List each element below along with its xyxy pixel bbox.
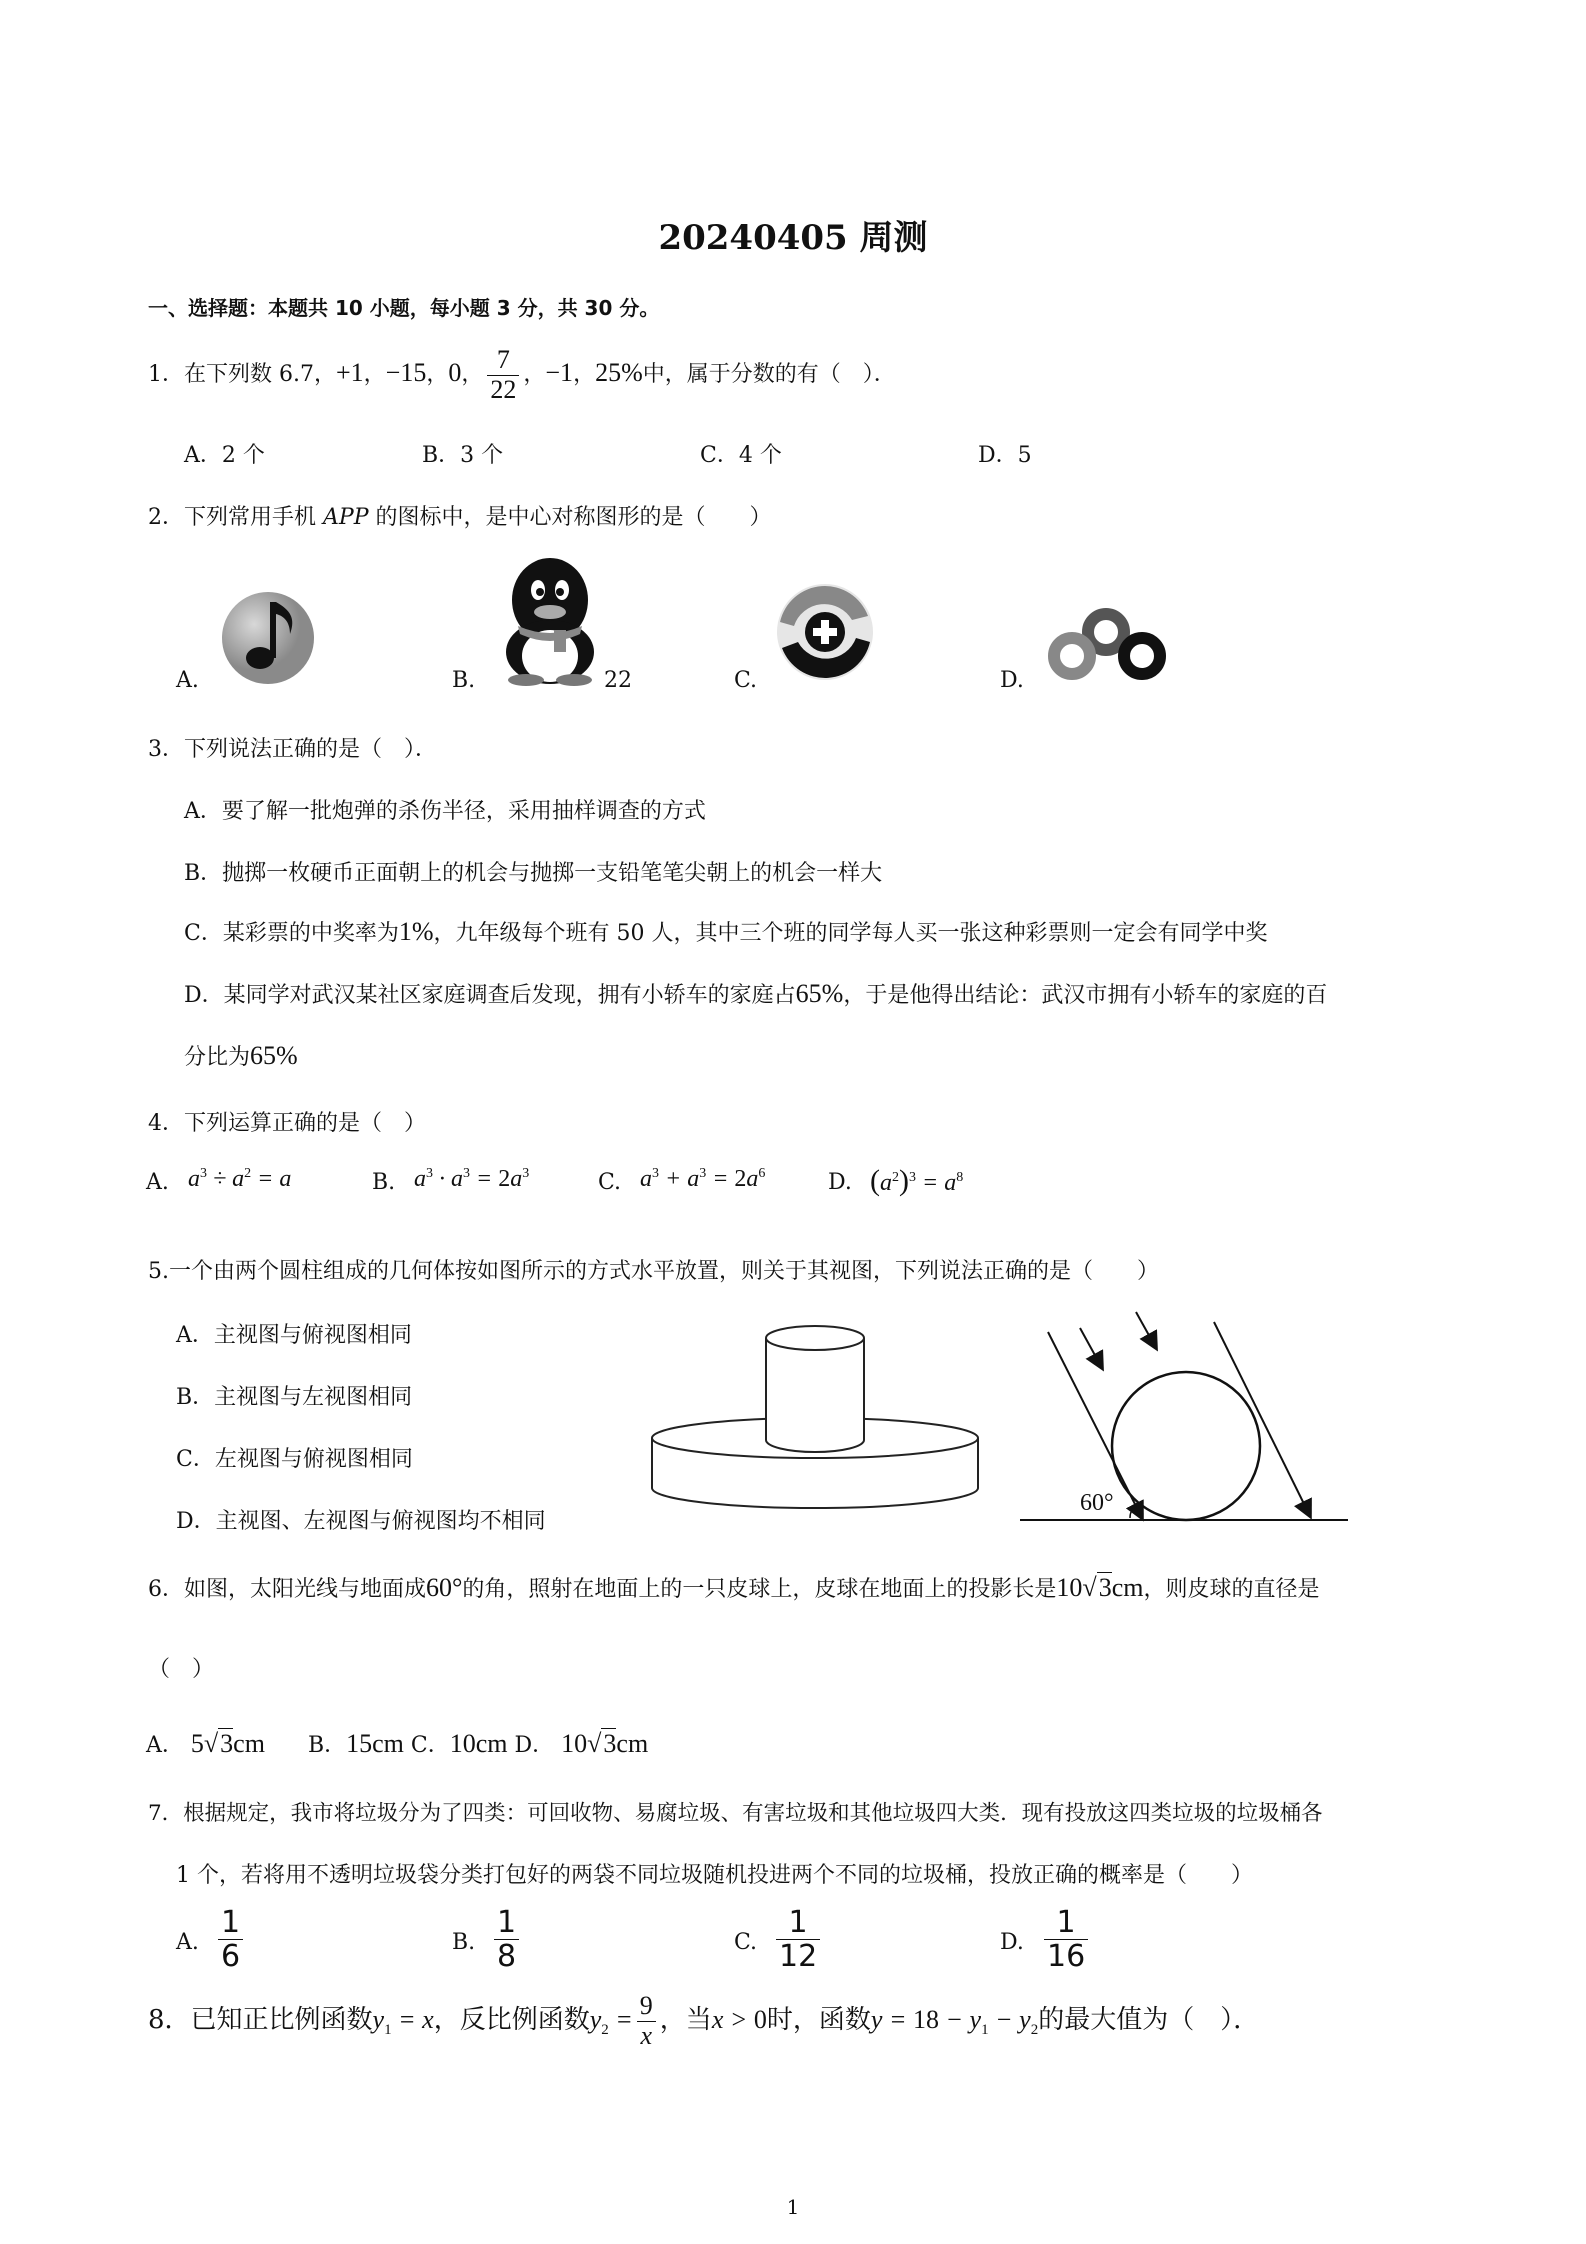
q4-expr-c: $a^3 + a^3 = 2a^6$ [640,1166,766,1192]
q6-len-unit: cm [1111,1573,1144,1602]
q8-pre: 8．已知正比例函数 [148,2005,373,2036]
q2-label-c: C. [734,668,758,693]
q7-label-c: C. [734,1930,758,1955]
q5-option-b: B．主视图与左视图相同 [176,1385,413,1410]
q1-option-b: B．3 个 [422,443,504,468]
music-note-icon [220,588,320,688]
fig-angle-label: 60° [1080,1490,1114,1516]
q6-optd-rad: 3 [603,1729,617,1758]
q7-label-b: B. [452,1930,476,1955]
q3-optc-pct: 1% [398,917,434,946]
q6-optc-value: 10cm [449,1729,508,1758]
q7-label-d: D. [1000,1930,1024,1955]
section-heading: 一、选择题：本题共 10 小题，每小题 3 分，共 30 分。 [148,296,660,320]
question-5: 5.一个由两个圆柱组成的几何体按如图所示的方式水平放置，则关于其视图，下列说法正确的是（ ） [148,1259,1159,1284]
q7-den-c: 12 [779,1939,818,1974]
q1-n3: 0 [448,358,462,388]
q8-frac-num: 9 [637,1992,656,2022]
question-7-line2: 1 个，若将用不透明垃圾袋分类打包好的两袋不同垃圾随机投进两个不同的垃圾桶，投放正确的概率是（ ） [176,1863,1253,1888]
q3-optc-a: C．某彩票的中奖率为 [184,921,399,946]
plus-circle-icon [772,580,878,684]
q1-n2: −15 [385,358,427,388]
q6-opta-coef: 5 [190,1729,204,1758]
q6-stem-b: 的角，照射在地面上的一只皮球上，皮球在地面上的投影长是 [462,1577,1057,1602]
q1-fraction [487,346,519,404]
q6-optd-unit: cm [616,1729,649,1758]
q8-mid2: ，当 [659,2005,712,2036]
q7-den-b: 8 [497,1939,517,1974]
q4-label-c: C. [598,1170,622,1195]
cylinder-figure [650,1316,980,1516]
q7-num-a: 1 [218,1906,243,1940]
cloud-rings-icon [1044,606,1174,686]
q1-n1: +1 [335,358,364,388]
q2-label-a: A. [176,668,199,693]
q6-optd-value: 10√3cm [561,1729,649,1758]
q1-suffix: 中，属于分数的有（ ）． [642,362,896,388]
q7-label-a: A. [176,1930,199,1955]
q8-frac-den: x [640,2020,653,2050]
q3-optd-a: D．某同学对武汉某社区家庭调查后发现，拥有小轿车的家庭占 [184,983,796,1008]
q8-eq1: $y_1 = x$ [372,2005,434,2039]
penguin-icon [494,556,606,686]
q1-frac-den: 22 [490,374,517,404]
q3-optc-b: ，九年级每个班有 50 人，其中三个班的同学每人买一张这种彩票则一定会有同学中奖 [433,921,1268,946]
q6-stem-c: ，则皮球的直径是 [1143,1577,1320,1602]
q1-option-d: D．5 [978,443,1032,468]
q3-option-a: A．要了解一批炮弹的杀伤半径，采用抽样调查的方式 [184,799,706,824]
question-2 [148,500,772,531]
q1-n5: 25% [595,358,643,388]
q6-angle: 60° [426,1573,463,1602]
q7-num-b: 1 [494,1906,519,1940]
q8-func: $y = 18 - y_1 - y_2$ [870,2005,1039,2039]
q7-frac-c [776,1906,820,1973]
q6-paren: （ ） [148,1657,215,1682]
q3-option-d [184,978,1327,1009]
q3-option-d-cont [184,1040,298,1071]
q4-expr-d: $(a^2)^3 = a^8$ [870,1164,964,1197]
q6-optd-coef: 10 [561,1729,588,1758]
q8-post: 的最大值为（ ）． [1038,2005,1260,2036]
q3-optd-c: 分比为 [184,1045,251,1070]
q3-optd-b: ，于是他得出结论：武汉市拥有小轿车的家庭的百 [843,983,1328,1008]
q1-option-a: A．2 个 [184,443,265,468]
q6-length: 10√3cm [1056,1573,1144,1602]
q2-stem-b: 的图标中，是中心对称图形的是（ ） [368,505,772,530]
q3-optd-pct2: 65% [250,1041,298,1070]
q8-eq2-lhs: $y_2$ = [589,2005,633,2039]
q6-stem-a: 6．如图，太阳光线与地面成 [148,1577,426,1602]
question-4: 4．下列运算正确的是（ ） [148,1111,426,1136]
q8-mid3: 时，函数 [766,2005,871,2036]
q4-label-b: B. [372,1170,396,1195]
q3-option-c [184,916,1268,947]
q8-mid1: ，反比例函数 [433,2005,590,2036]
q2-stem-a: 2．下列常用手机 [148,505,323,530]
question-6 [148,1572,1319,1603]
q6-optd-label: D． [514,1733,555,1758]
q6-opta-value: 5√3cm [190,1729,265,1758]
q2-label-b: B. [452,668,476,693]
q6-options [146,1728,648,1759]
q5-option-d: D．主视图、左视图与俯视图均不相同 [176,1509,546,1534]
q6-optb-label: B． [307,1733,347,1758]
q5-option-a: A．主视图与俯视图相同 [176,1323,412,1348]
q7-num-d: 1 [1044,1906,1088,1940]
q7-den-d: 16 [1047,1939,1086,1974]
q6-opta-rad: 3 [220,1729,234,1758]
question-7-line1: 7．根据规定，我市将垃圾分为了四类：可回收物、易腐垃圾、有害垃圾和其他垃圾四大类．现有投放这四类垃圾的垃圾桶各 [148,1801,1323,1826]
q1-n4: −1 [545,358,574,388]
q7-den-a: 6 [221,1939,241,1974]
q8-fraction [637,1992,656,2050]
question-8 [148,1992,1259,2050]
page-title: 20240405 周测 [658,218,928,258]
q1-frac-num: 7 [487,346,519,376]
page-number: 1 [786,2195,800,2219]
q4-expr-a: $a^3 \div a^2 = a$ [188,1166,292,1192]
q7-frac-b [494,1906,519,1973]
q8-cond: x > 0 [711,2005,767,2035]
q6-optb-value: 15cm [346,1729,404,1758]
ball-shadow-figure [1014,1304,1354,1526]
q6-optc-label: C． [410,1733,450,1758]
q6-opta-unit: cm [233,1729,265,1758]
q7-frac-a [218,1906,243,1973]
q3-option-b: B．抛掷一枚硬币正面朝上的机会与抛掷一支铅笔笔尖朝上的机会一样大 [184,861,883,886]
q2-stem-app: APP [323,505,369,530]
q4-label-a: A. [146,1170,169,1195]
q6-len-coef: 10 [1056,1573,1083,1602]
q1-prefix: 1．在下列数 6.7， [148,362,336,388]
question-3: 3．下列说法正确的是（ ）． [148,737,437,762]
q4-label-d: D. [828,1170,852,1195]
q4-expr-b: $a^3 \cdot a^3 = 2a^3$ [414,1166,530,1192]
question-1: 1．在下列数 6.7，+1，−15，0， $\frac{7}{22}$ ，−1，25%中，属于分数的有（ ）． [148,345,896,404]
q7-frac-d [1044,1906,1088,1973]
q5-option-c: C．左视图与俯视图相同 [176,1447,413,1472]
q6-opta-label: A． [146,1733,184,1758]
q6-len-rad: 3 [1098,1573,1112,1602]
q1-option-c: C．4 个 [700,443,782,468]
q2-label-d: D. [1000,668,1024,693]
q2-label-b-extra: 22 [604,668,632,693]
q7-num-c: 1 [776,1906,820,1940]
q3-optd-pct: 65% [795,979,844,1008]
